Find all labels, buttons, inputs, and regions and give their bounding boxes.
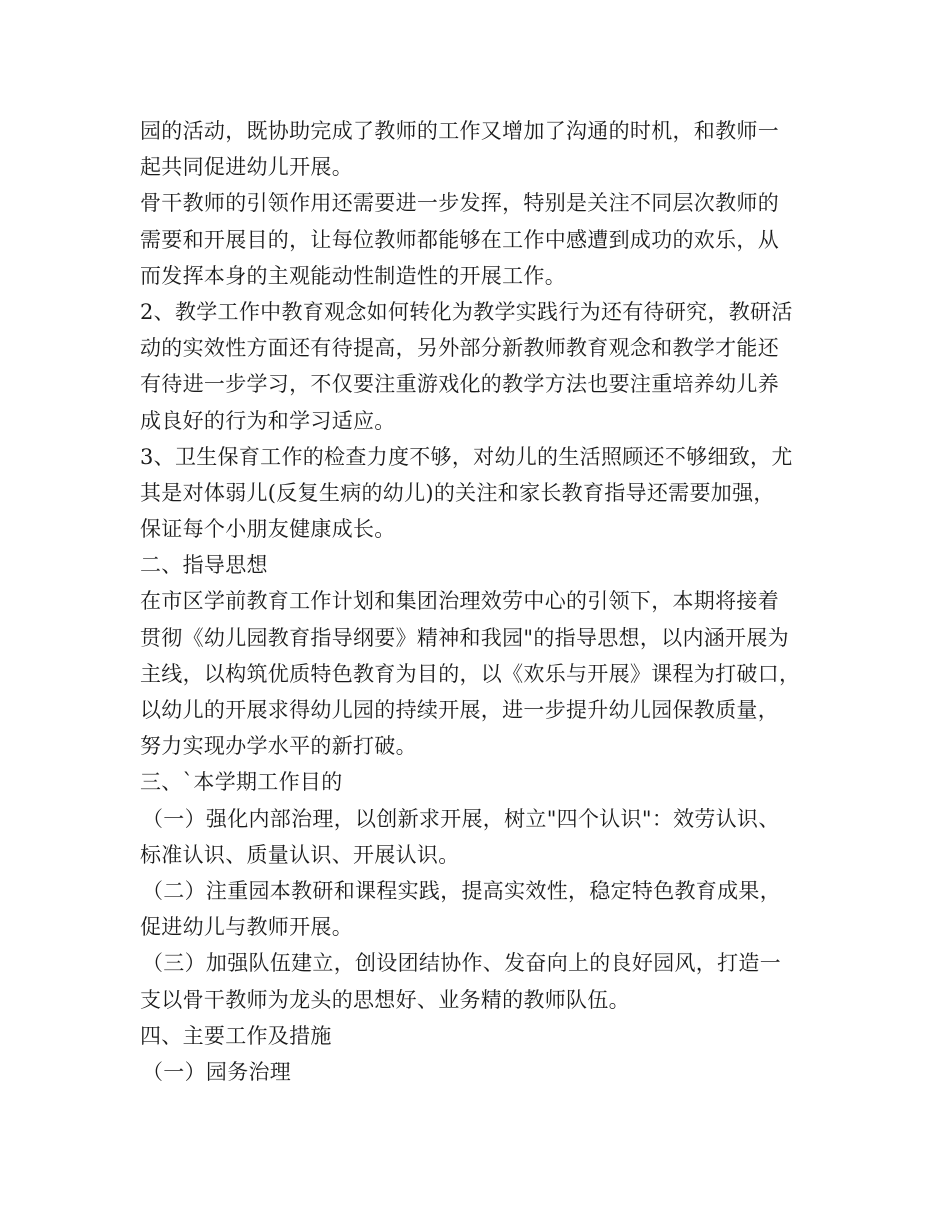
text-line-2: 起共同促进幼儿开展。 — [140, 155, 353, 180]
text-line-9: 成良好的行为和学习适应。 — [140, 408, 396, 433]
section-heading-semester-goals: 三、`本学期工作目的 — [140, 770, 343, 795]
text-line-14: 在市区学前教育工作计划和集团治理效劳中心的引领下，本期将接着 — [140, 589, 779, 614]
text-line-23: 促进幼儿与教师开展。 — [140, 915, 353, 940]
text-line-4: 需要和开展目的，让每位教师都能够在工作中感遭到成功的欢乐，从 — [140, 227, 779, 252]
text-line-21: 标准认识、质量认识、开展认识。 — [140, 842, 460, 867]
text-line-10: 3、卫生保育工作的检查力度不够，对幼儿的生活照顾还不够细致，尤 — [140, 444, 793, 469]
text-line-12: 保证每个小朋友健康成长。 — [140, 517, 396, 542]
text-line-6: 2、教学工作中教育观念如何转化为教学实践行为还有待研究，教研活 — [140, 299, 793, 324]
text-line-11: 其是对体弱儿(反复生病的幼儿)的关注和家长教育指导还需要加强， — [140, 480, 775, 505]
text-line-3: 骨干教师的引领作用还需要进一步发挥，特别是关注不同层次教师的 — [140, 191, 779, 216]
text-line-1: 园的活动，既协助完成了教师的工作又增加了沟通的时机，和教师一 — [140, 119, 779, 143]
text-line-20: （一）强化内部治理，以创新求开展，树立"四个认识"：效劳认识、 — [142, 806, 780, 831]
document-body — [140, 113, 830, 1090]
text-line-18: 努力实现办学水平的新打破。 — [140, 734, 417, 759]
text-line-16: 主线，以构筑优质特色教育为目的，以《欢乐与开展》课程为打破口， — [140, 661, 801, 686]
text-line-8: 有待进一步学习，不仅要注重游戏化的教学方法也要注重培养幼儿养 — [140, 372, 779, 397]
section-heading-guiding-thought: 二、指导思想 — [140, 553, 268, 578]
text-line-17: 以幼儿的开展求得幼儿园的持续开展，进一步提升幼儿园保教质量， — [140, 698, 779, 722]
subsection-heading-garden-management: （一）园务治理 — [142, 1059, 292, 1084]
text-line-24: （三）加强队伍建立，创设团结协作、发奋向上的良好园风，打造一 — [142, 951, 781, 976]
text-line-25: 支以骨干教师为龙头的思想好、业务精的教师队伍。 — [140, 987, 630, 1012]
text-line-5: 而发挥本身的主观能动性制造性的开展工作。 — [140, 263, 566, 288]
text-line-22: （二）注重园本教研和课程实践，提高实效性，稳定特色教育成果， — [142, 878, 781, 903]
section-heading-main-work: 四、主要工作及措施 — [140, 1023, 332, 1048]
text-line-15: 贯彻《幼儿园教育指导纲要》精神和我园"的指导思想，以内涵开展为 — [140, 625, 789, 650]
text-line-7: 动的实效性方面还有待提高，另外部分新教师教育观念和教学才能还 — [140, 336, 779, 361]
